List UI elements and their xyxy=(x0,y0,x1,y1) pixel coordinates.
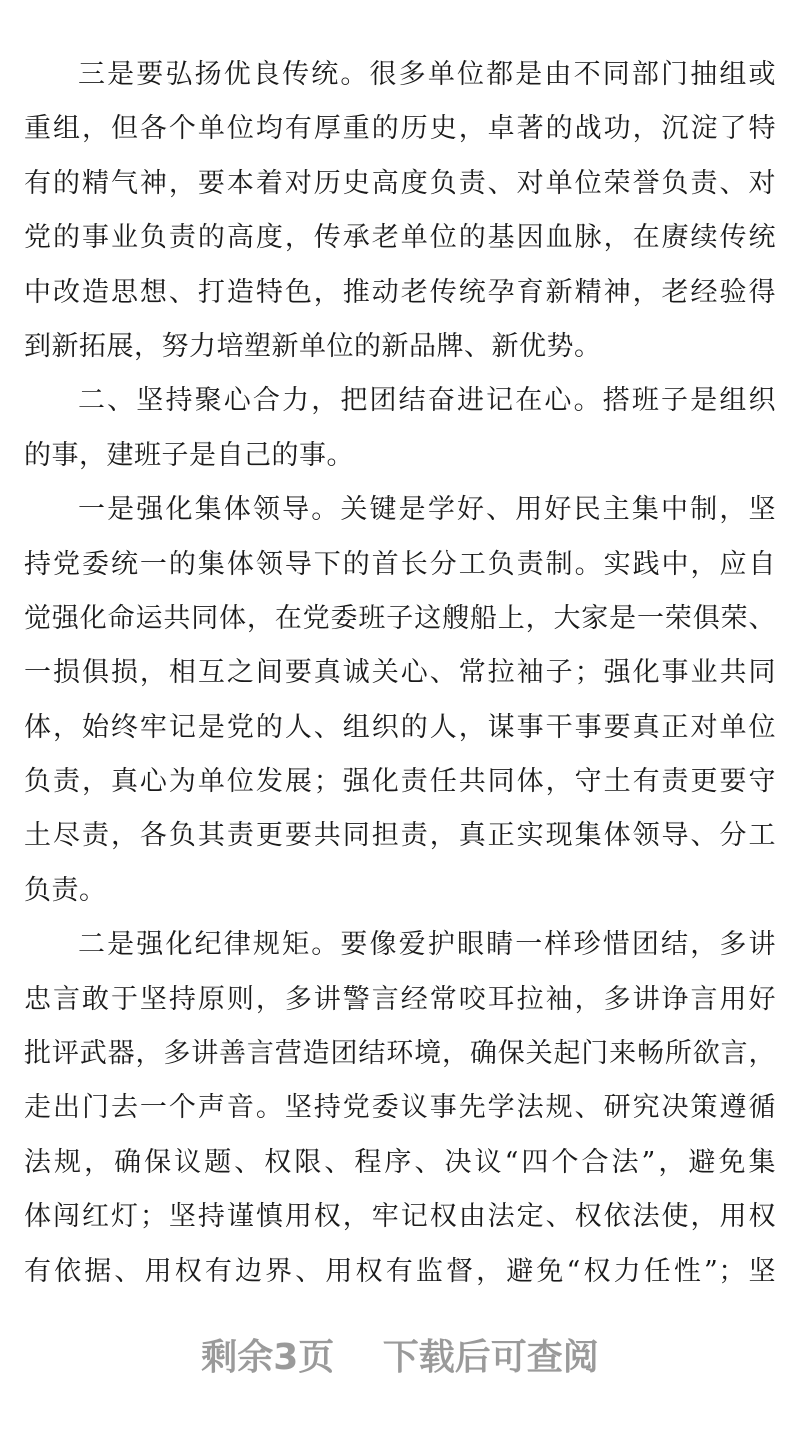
text-line: 持党委统一的集体领导下的首长分工负责制。实践中，应自 xyxy=(24,548,776,580)
text-line: 二是强化纪律规矩。要像爱护眼睛一样珍惜团结，多讲 xyxy=(78,929,776,961)
text-line: 中改造思想、打造特色，推动老传统孕育新精神，老经验得 xyxy=(24,276,776,308)
text-line: 有的精气神，要本着对历史高度负责、对单位荣誉负责、对 xyxy=(24,167,776,199)
document-body xyxy=(24,48,776,1299)
text-line: 负责，真心为单位发展；强化责任共同体，守土有责更要守 xyxy=(24,766,776,798)
text-line: 体，始终牢记是党的人、组织的人，谋事干事要真正对单位 xyxy=(24,711,776,743)
text-line: 有依据、用权有边界、用权有监督，避免“权力任性”；坚 xyxy=(24,1255,776,1287)
text-line: 土尽责，各负其责更要共同担责，真正实现集体领导、分工 xyxy=(24,820,776,852)
text-line: 走出门去一个声音。坚持党委议事先学法规、研究决策遵循 xyxy=(24,1092,776,1124)
text-line: 的事，建班子是自己的事。 xyxy=(24,439,354,471)
text-line: 负责。 xyxy=(24,874,107,906)
remaining-pages-label: 剩余3页 xyxy=(201,1337,335,1378)
text-line: 一损俱损，相互之间要真诚关心、常拉袖子；强化事业共同 xyxy=(24,657,776,689)
download-hint-label[interactable]: 下载后可查阅 xyxy=(382,1337,599,1378)
text-line: 三是要弘扬优良传统。很多单位都是由不同部门抽组或 xyxy=(78,59,776,90)
text-line: 重组，但各个单位均有厚重的历史，卓著的战功，沉淀了特 xyxy=(24,113,776,145)
text-line: 党的事业负责的高度，传承老单位的基因血脉，在赓续传统 xyxy=(24,222,776,254)
text-line: 一是强化集体领导。关键是学好、用好民主集中制，坚 xyxy=(78,494,776,526)
text-line: 觉强化命运共同体，在党委班子这艘船上，大家是一荣俱荣、 xyxy=(24,602,776,634)
text-line: 批评武器，多讲善言营造团结环境，确保关起门来畅所欲言， xyxy=(24,1038,776,1070)
text-line: 到新拓展，努力培塑新单位的新品牌、新优势。 xyxy=(24,330,602,362)
text-line: 忠言敢于坚持原则，多讲警言经常咬耳拉袖，多讲诤言用好 xyxy=(24,983,776,1015)
text-line: 二、坚持聚心合力，把团结奋进记在心。搭班子是组织 xyxy=(78,385,776,417)
text-line: 法规，确保议题、权限、程序、决议“四个合法”，避免集 xyxy=(24,1146,776,1178)
text-line: 体闯红灯；坚持谨慎用权，牢记权由法定、权依法使，用权 xyxy=(24,1201,776,1233)
download-banner[interactable] xyxy=(0,1328,800,1388)
